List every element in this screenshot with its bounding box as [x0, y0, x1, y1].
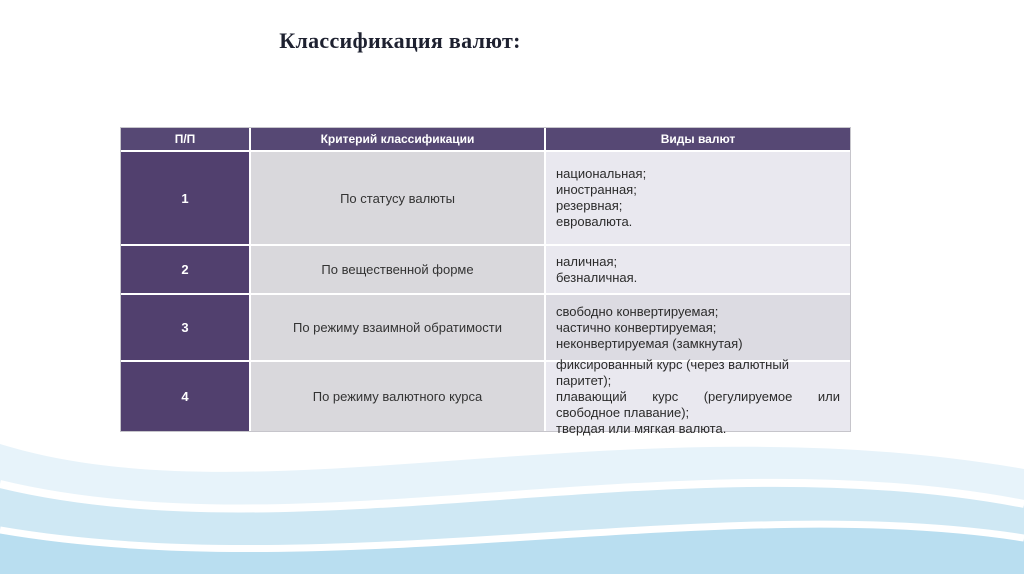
column-header-criterion: Критерий классификации	[251, 128, 544, 150]
kind-item: евровалюта.	[556, 214, 633, 229]
kind-item: твердая или мягкая валюта.	[556, 420, 727, 436]
table-cell-num: 4	[121, 362, 249, 431]
kind-item: неконвертируемая (замкнутая)	[556, 335, 743, 351]
table-cell-num: 2	[121, 246, 249, 293]
table-cell-kinds	[546, 246, 850, 293]
kind-item: свободно конвертируемая;	[556, 303, 719, 319]
table-cell-kinds	[546, 152, 850, 244]
kind-item: частично конвертируемая;	[556, 319, 717, 335]
classification-table	[120, 127, 851, 436]
kind-item: национальная;	[556, 166, 647, 181]
kind-item: иностранная;	[556, 182, 637, 197]
table-cell-num: 3	[121, 295, 249, 360]
kind-item: резервная;	[556, 198, 623, 213]
kind-item: плавающий курс (регулируемое или свободное плавание);	[556, 388, 840, 420]
table-cell-criterion: По вещественной форме	[251, 246, 544, 293]
table-cell-criterion: По режиму валютного курса	[251, 362, 544, 431]
table-cell-criterion: По режиму взаимной обратимости	[251, 295, 544, 360]
page-title: Классификация валют:	[279, 28, 521, 53]
kind-item: безналичная.	[556, 269, 638, 285]
wave-decoration	[0, 414, 1024, 574]
column-header-kinds: Виды валют	[546, 128, 850, 150]
table-cell-num: 1	[121, 152, 249, 244]
kind-item: фиксированный курс (через валютный паритет);	[556, 356, 789, 388]
table-cell-kinds	[546, 295, 850, 360]
kind-item: наличная;	[556, 253, 618, 269]
table-cell-criterion: По статусу валюты	[251, 152, 544, 244]
column-header-pp: П/П	[121, 128, 249, 150]
